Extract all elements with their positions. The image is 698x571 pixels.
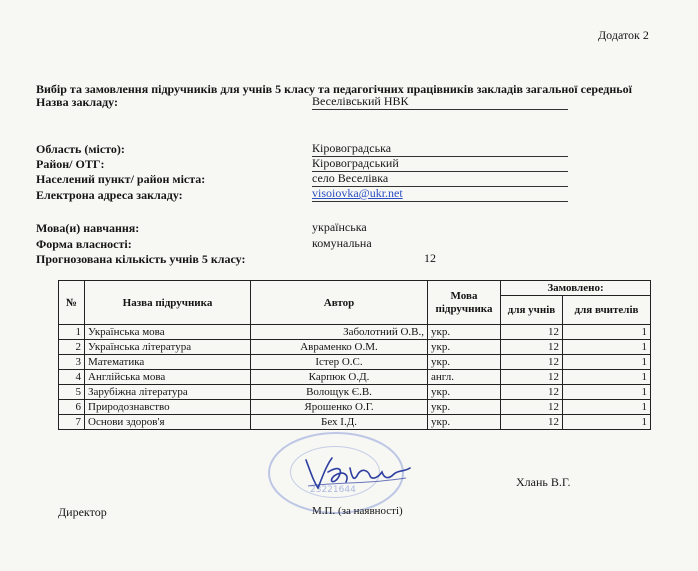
row-author: Бех І.Д. [251, 415, 428, 430]
row-lang: укр. [428, 415, 501, 430]
row-author: Ярошенко О.Г. [251, 400, 428, 415]
row-teachers: 1 [563, 340, 651, 355]
appendix-label: Додаток 2 [598, 28, 649, 42]
row-name: Математика [85, 355, 251, 370]
table-row [59, 385, 651, 400]
row-name: Українська література [85, 340, 251, 355]
row-students: 12 [501, 355, 563, 370]
director-position: Директор [58, 505, 107, 519]
row-name: Зарубіжна література [85, 385, 251, 400]
language-label: Мова(и) навчання: [36, 221, 140, 235]
settlement-value: село Веселівка [312, 171, 568, 187]
row-author: Заболотний О.В., [251, 325, 428, 340]
col-teachers-header: для вчителів [563, 296, 651, 325]
students-count-label: Прогнозована кількість учнів 5 класу: [36, 252, 246, 266]
row-author: Волощук Є.В. [251, 385, 428, 400]
district-label: Район/ ОТГ: [36, 157, 105, 171]
row-author: Істер О.С. [251, 355, 428, 370]
row-num: 3 [59, 355, 85, 370]
document-title: Вибір та замовлення підручників для учнів 5 класу та педагогічних працівників закладів загальної середньої [36, 82, 632, 96]
row-lang: укр. [428, 400, 501, 415]
stamp-note: М.П. (за наявності) [312, 505, 403, 517]
col-author-header: Автор [251, 281, 428, 325]
row-lang: укр. [428, 355, 501, 370]
col-num-header: № [59, 281, 85, 325]
row-students: 12 [501, 385, 563, 400]
table-row [59, 340, 651, 355]
col-name-header: Назва підручника [85, 281, 251, 325]
row-num: 5 [59, 385, 85, 400]
col-lang-header: Мова підручника [428, 281, 501, 325]
row-name: Українська мова [85, 325, 251, 340]
region-label: Область (місто): [36, 142, 125, 156]
row-students: 12 [501, 415, 563, 430]
row-num: 1 [59, 325, 85, 340]
district-value: Кіровоградський [312, 156, 568, 172]
school-value: Веселівський НВК [312, 94, 568, 110]
row-num: 2 [59, 340, 85, 355]
row-teachers: 1 [563, 370, 651, 385]
col-students-header: для учнів [501, 296, 563, 325]
row-name: Англійська мова [85, 370, 251, 385]
table-row [59, 355, 651, 370]
school-label: Назва закладу: [36, 95, 119, 109]
row-num: 7 [59, 415, 85, 430]
handwritten-signature [298, 448, 416, 496]
col-ordered-header: Замовлено: [501, 281, 651, 296]
textbook-order-table [58, 280, 651, 430]
row-lang: укр. [428, 340, 501, 355]
row-num: 4 [59, 370, 85, 385]
row-name: Природознавство [85, 400, 251, 415]
table-row [59, 415, 651, 430]
students-count-value: 12 [424, 251, 436, 265]
row-students: 12 [501, 370, 563, 385]
settlement-label: Населений пункт/ район міста: [36, 172, 206, 186]
row-lang: укр. [428, 325, 501, 340]
row-students: 12 [501, 340, 563, 355]
table-row [59, 370, 651, 385]
email-label: Електрона адреса закладу: [36, 188, 183, 202]
table-row [59, 325, 651, 340]
email-link[interactable]: visoiovka@ukr.net [312, 186, 403, 200]
stamp-code: 23221644 [310, 485, 356, 495]
row-author: Карпюк О.Д. [251, 370, 428, 385]
ownership-value: комунальна [312, 236, 372, 250]
table-row [59, 400, 651, 415]
row-teachers: 1 [563, 415, 651, 430]
director-name: Хлань В.Г. [516, 475, 571, 489]
row-name: Основи здоров'я [85, 415, 251, 430]
row-author: Авраменко О.М. [251, 340, 428, 355]
language-value: українська [312, 220, 367, 234]
row-num: 6 [59, 400, 85, 415]
row-teachers: 1 [563, 325, 651, 340]
row-teachers: 1 [563, 385, 651, 400]
region-value: Кіровоградська [312, 141, 568, 157]
row-lang: укр. [428, 385, 501, 400]
row-teachers: 1 [563, 355, 651, 370]
row-teachers: 1 [563, 400, 651, 415]
row-students: 12 [501, 325, 563, 340]
row-lang: англ. [428, 370, 501, 385]
ownership-label: Форма власності: [36, 237, 132, 251]
row-students: 12 [501, 400, 563, 415]
